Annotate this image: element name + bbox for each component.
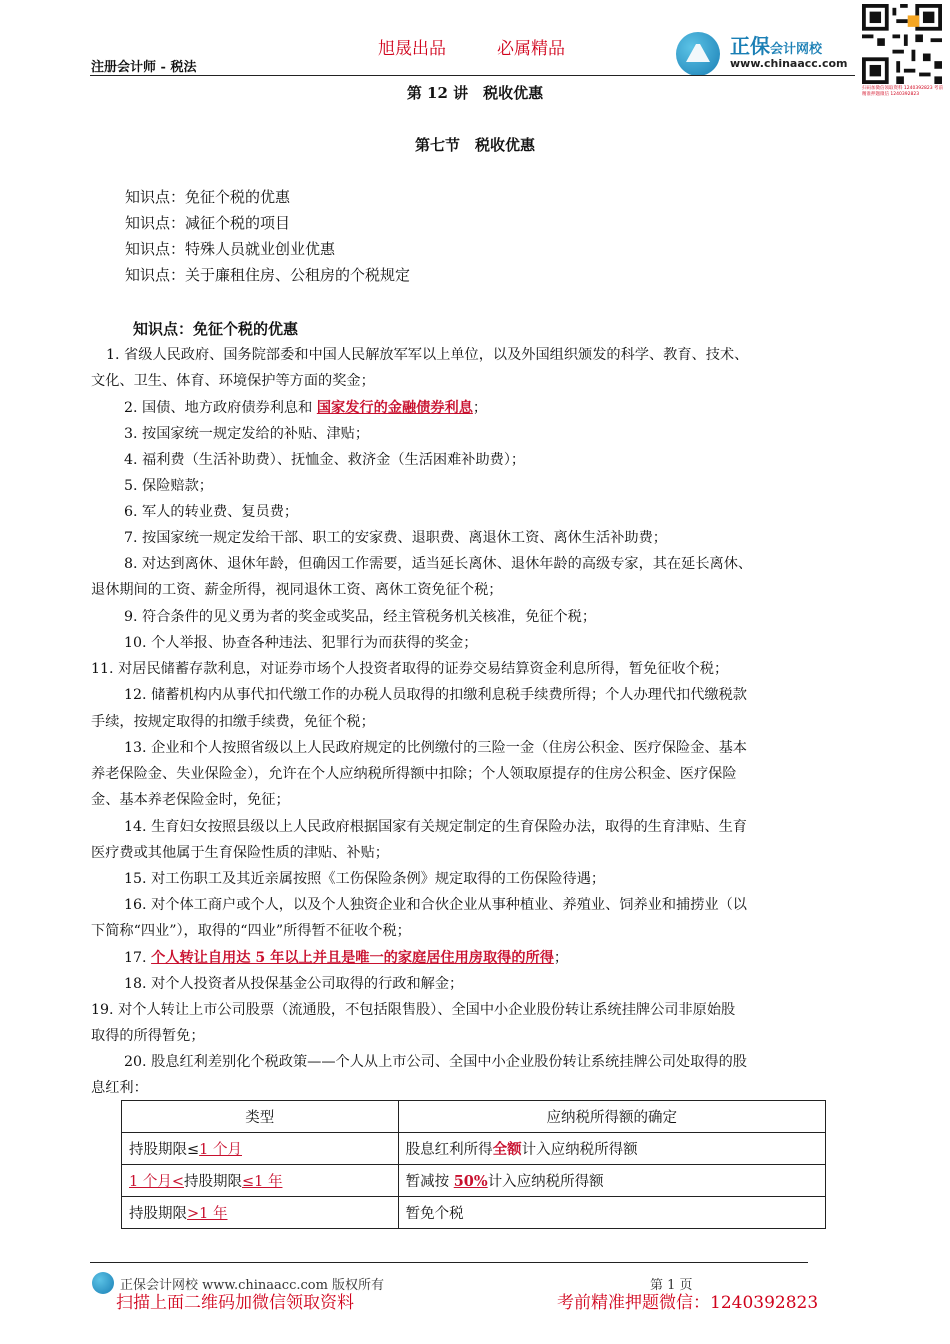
- item-16-cont: 下简称“四业”），取得的“四业”所得暂不征收个税；: [91, 923, 411, 939]
- table-cell: 持股期限>1 年: [122, 1197, 399, 1229]
- footer-logo-icon: [92, 1272, 114, 1294]
- item-13-cont: 金、基本养老保险金时，免征；: [91, 792, 290, 808]
- item-10: 10. 个人举报、协查各种违法、犯罪行为而获得的奖金；: [124, 635, 478, 651]
- header-slogan-2: 必属精品: [497, 39, 565, 59]
- brand-logo: [676, 28, 856, 76]
- toc-item: 知识点：减征个税的项目: [125, 214, 291, 232]
- item-1-cont: 文化、卫生、体育、环境保护等方面的奖金；: [91, 373, 375, 389]
- qr-code-icon: [862, 4, 942, 84]
- table-cell: 持股期限≤1 个月: [122, 1133, 399, 1165]
- dividend-tax-table: [121, 1100, 826, 1229]
- footer-divider: [90, 1262, 808, 1263]
- section-title: 第七节 税收优惠: [414, 136, 535, 154]
- table-row: [122, 1197, 826, 1229]
- item-3: 3. 按国家统一规定发给的补贴、津贴；: [124, 426, 370, 442]
- item-17: 17. 个人转让自用达 5 年以上并且是唯一的家庭居住用房取得的所得；: [124, 950, 569, 966]
- item-8: 8. 对达到离休、退休年龄，但确因工作需要，适当延长离休、退休年龄的高级专家，其在延长离休、: [124, 556, 753, 572]
- lecture-title: 第 12 讲 税收优惠: [406, 84, 544, 102]
- item-13: 13. 企业和个人按照省级以上人民政府规定的比例缴付的三险一金（住房公积金、医疗保险金、基本: [124, 740, 747, 756]
- highlight-text: 国家发行的金融债券利息: [316, 400, 473, 416]
- promo-right: 考前精准押题微信：1240392823: [557, 1293, 819, 1313]
- item-14: 14. 生育妇女按照县级以上人民政府根据国家有关规定制定的生育保险办法，取得的生育津贴、生育: [124, 819, 747, 835]
- item-19-cont: 取得的所得暂免；: [91, 1028, 205, 1044]
- table-header-row: [122, 1101, 826, 1133]
- item-5: 5. 保险赔款；: [124, 478, 213, 494]
- item-12: 12. 储蓄机构内从事代扣代缴工作的办税人员取得的扣缴利息税手续费所得；个人办理代扣代缴税款: [124, 687, 747, 703]
- item-15: 15. 对工伤职工及其近亲属按照《工伤保险条例》规定取得的工伤保险待遇；: [124, 871, 606, 887]
- item-9: 9. 符合条件的见义勇为者的奖金或奖品，经主管税务机关核准，免征个税；: [124, 609, 597, 625]
- table-row: [122, 1133, 826, 1165]
- logo-title: 正保会计网校: [730, 34, 823, 58]
- item-14-cont: 医疗费或其他属于生育保险性质的津贴、补贴；: [91, 845, 389, 861]
- item-13-cont: 养老保险金、失业保险金），允许在个人应纳税所得额中扣除；个人领取原提存的住房公积金、医疗保险: [91, 766, 737, 782]
- header-course-label: 注册会计师 - 税法: [91, 60, 197, 75]
- page-number: 第 1 页: [650, 1278, 693, 1293]
- table-header-cell: 应纳税所得额的确定: [398, 1101, 825, 1133]
- logo-url: www.chinaacc.com: [730, 57, 848, 70]
- table-cell: 暂免个税: [398, 1197, 825, 1229]
- item-20-cont: 息红利：: [91, 1080, 148, 1096]
- item-7: 7. 按国家统一规定发给干部、职工的安家费、退职费、离退休工资、离休生活补助费；: [124, 530, 667, 546]
- highlight-text: 个人转让自用达 5 年以上并且是唯一的家庭居住用房取得的所得: [151, 950, 554, 966]
- footer-copyright: 正保会计网校 www.chinaacc.com 版权所有: [120, 1278, 385, 1293]
- logo-icon: [676, 32, 720, 76]
- table-cell: 1 个月<持股期限≤1 年: [122, 1165, 399, 1197]
- table-cell: 股息红利所得全额计入应纳税所得额: [398, 1133, 825, 1165]
- item-19: 19. 对个人转让上市公司股票（流通股，不包括限售股）、全国中小企业股份转让系统挂牌公司非原始股: [91, 1002, 736, 1018]
- toc-item: 知识点：特殊人员就业创业优惠: [125, 240, 336, 258]
- header-slogan-1: 旭晟出品: [378, 39, 446, 59]
- table-header-cell: 类型: [122, 1101, 399, 1133]
- item-6: 6. 军人的转业费、复员费；: [124, 504, 299, 520]
- item-1: 1. 省级人民政府、国务院部委和中国人民解放军军以上单位，以及外国组织颁发的科学、教育、技术、: [106, 347, 749, 363]
- promo-left: 扫描上面二维码加微信领取资料: [116, 1293, 354, 1313]
- item-8-cont: 退休期间的工资、薪金所得，视同退休工资、离休工资免征个税；: [91, 582, 503, 598]
- qr-caption: 扫码加微信领取资料 1240392823 考前精准押题微信 1240392823: [862, 86, 943, 97]
- table-row: [122, 1165, 826, 1197]
- header-divider: [90, 75, 855, 76]
- knowledge-point-heading: 知识点：免征个税的优惠: [133, 320, 299, 338]
- item-11: 11. 对居民储蓄存款利息，对证券市场个人投资者取得的证券交易结算资金利息所得，暂免征收个税；: [91, 661, 729, 677]
- item-2: 2. 国债、地方政府债券利息和 国家发行的金融债券利息；: [124, 400, 488, 416]
- item-20: 20. 股息红利差别化个税政策——个人从上市公司、全国中小企业股份转让系统挂牌公司处取得的股: [124, 1054, 747, 1070]
- item-16: 16. 对个体工商户或个人，以及个人独资企业和合伙企业从事种植业、养殖业、饲养业和捕捞业（以: [124, 897, 747, 913]
- toc-item: 知识点：关于廉租住房、公租房的个税规定: [125, 266, 411, 284]
- table-cell: 暂减按 50%计入应纳税所得额: [398, 1165, 825, 1197]
- item-12-cont: 手续，按规定取得的扣缴手续费，免征个税；: [91, 714, 375, 730]
- item-18: 18. 对个人投资者从投保基金公司取得的行政和解金；: [124, 976, 464, 992]
- item-4: 4. 福利费（生活补助费）、抚恤金、救济金（生活困难补助费）；: [124, 452, 526, 468]
- toc-item: 知识点：免征个税的优惠: [125, 188, 291, 206]
